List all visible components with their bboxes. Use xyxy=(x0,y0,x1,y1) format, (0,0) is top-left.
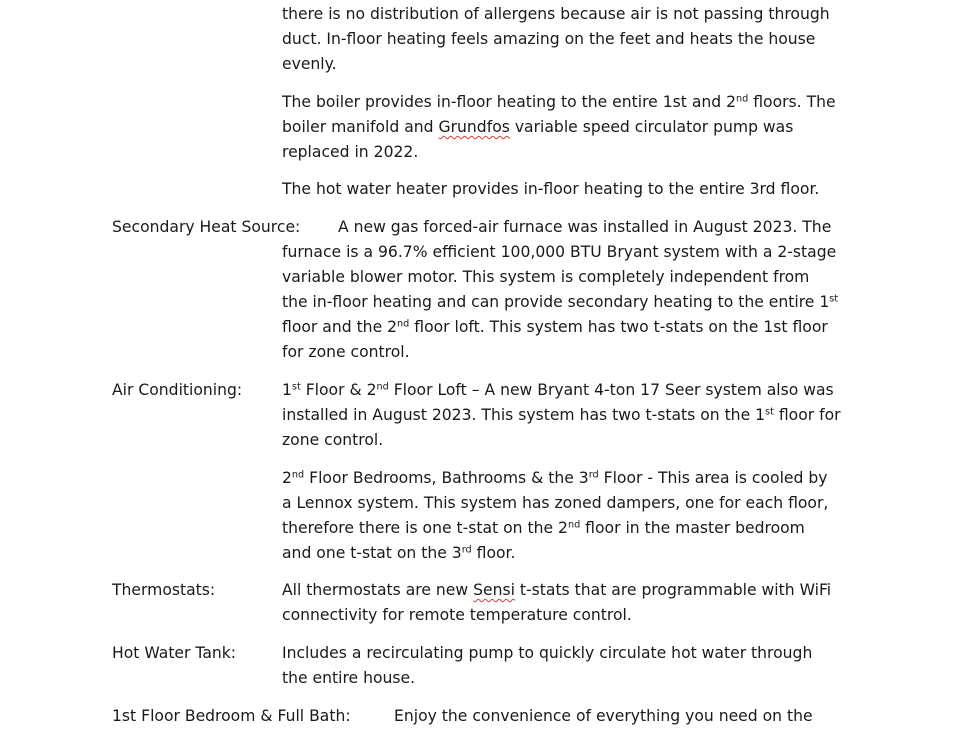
spellcheck-word-grundfos[interactable]: Grundfos xyxy=(438,118,510,136)
hot-water-tank-line-1: Includes a recirculating pump to quickly circulate hot water through xyxy=(282,644,813,662)
ac-p2-line-4: and one t-stat on the 3rd floor. xyxy=(282,544,516,562)
secondary-heat-line-6: for zone control. xyxy=(282,343,410,361)
intro-line-2: duct. In-floor heating feels amazing on the feet and heats the house xyxy=(282,30,816,48)
air-conditioning-label: Air Conditioning: xyxy=(112,381,243,399)
ac-p1-line-1: 1st Floor & 2nd Floor Loft – A new Bryant 4-ton 17 Seer system also was xyxy=(282,381,834,399)
hot-water-heater-line-1: The hot water heater provides in-floor heating to the entire 3rd floor. xyxy=(282,180,820,198)
boiler-line-1: The boiler provides in-floor heating to the entire 1st and 2nd floors. The xyxy=(282,93,836,111)
boiler-line-3: replaced in 2022. xyxy=(282,143,419,161)
intro-line-3: evenly. xyxy=(282,55,337,73)
boiler-line-2: boiler manifold and Grundfos variable speed circulator pump was xyxy=(282,118,794,136)
secondary-heat-label: Secondary Heat Source: xyxy=(112,218,301,236)
intro-line-1: there is no distribution of allergens because air is not passing through xyxy=(282,5,830,23)
first-floor-bedroom-line-1: Enjoy the convenience of everything you need on the xyxy=(394,707,813,725)
ac-p1-line-2: installed in August 2023. This system has two t-stats on the 1st floor for xyxy=(282,406,841,424)
secondary-heat-line-3: variable blower motor. This system is completely independent from xyxy=(282,268,810,286)
secondary-heat-line-1: A new gas forced-air furnace was installed in August 2023. The xyxy=(338,218,832,236)
secondary-heat-line-4: the in-floor heating and can provide secondary heating to the entire 1st xyxy=(282,293,839,311)
ac-p1-line-3: zone control. xyxy=(282,431,384,449)
thermostats-line-2: connectivity for remote temperature control. xyxy=(282,606,632,624)
hot-water-tank-line-2: the entire house. xyxy=(282,669,416,687)
ac-p2-line-3: therefore there is one t-stat on the 2nd floor in the master bedroom xyxy=(282,519,805,537)
first-floor-bedroom-label: 1st Floor Bedroom & Full Bath: xyxy=(112,707,351,725)
thermostats-label: Thermostats: xyxy=(112,581,216,599)
spellcheck-word-sensi[interactable]: Sensi xyxy=(473,581,515,599)
hot-water-tank-label: Hot Water Tank: xyxy=(112,644,237,662)
thermostats-line-1: All thermostats are new Sensi t-stats that are programmable with WiFi xyxy=(282,581,832,599)
ac-p2-line-1: 2nd Floor Bedrooms, Bathrooms & the 3rd Floor - This area is cooled by xyxy=(282,469,828,487)
secondary-heat-line-2: furnace is a 96.7% efficient 100,000 BTU Bryant system with a 2-stage xyxy=(282,243,837,261)
ac-p2-line-2: a Lennox system. This system has zoned dampers, one for each floor, xyxy=(282,494,829,512)
secondary-heat-line-5: floor and the 2nd floor loft. This system has two t-stats on the 1st floor xyxy=(282,318,828,336)
